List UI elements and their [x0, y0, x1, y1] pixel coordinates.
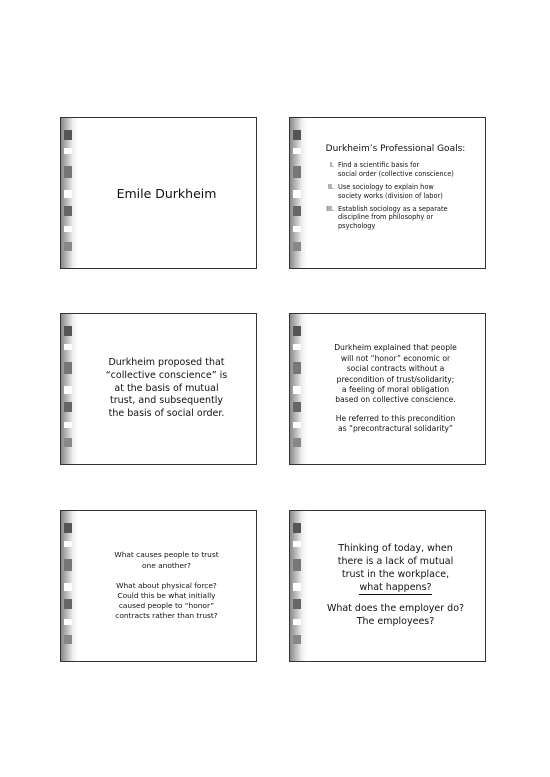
slide-paragraph-2: What does the employer do? The employees?: [326, 603, 465, 628]
slide-stripe: [61, 314, 78, 464]
slide-5: [60, 510, 257, 662]
goal-item: II. Use sociology to explain how society works (division of labor): [328, 182, 443, 200]
slide-stripe: [290, 118, 307, 268]
goals-list: [312, 161, 479, 235]
slide-paragraph-1: What causes people to trust one another?: [114, 550, 219, 570]
underlined-text: what happens?: [359, 582, 431, 596]
slide-stripe: [61, 118, 78, 268]
goal-item: III. Establish sociology as a separate discipline from philosophy or psychology: [326, 204, 448, 231]
slide-paragraph-2: He referred to this precondition as “precontractural solidarity”: [335, 413, 456, 434]
slide-4: [289, 313, 486, 465]
slide-6: [289, 510, 486, 662]
goals-heading: Durkheim’s Professional Goals:: [325, 144, 466, 154]
slide-stripe: [290, 314, 307, 464]
slide-3: [60, 313, 257, 465]
slide-text: Durkheim proposed that “collective conscience” is at the basis of mutual trust, and subsequently the basis of social order.: [105, 356, 228, 420]
slide-1: [60, 117, 257, 269]
slide-title: Emile Durkheim: [116, 185, 217, 201]
slide-paragraph-1: Thinking of today, when there is a lack of mutual trust in the workplace, what happens?: [338, 543, 453, 595]
goal-item: I. Find a scientific basis for social order (collective conscience): [329, 161, 454, 178]
slide-2: [289, 117, 486, 269]
slide-paragraph-2: What about physical force? Could this be what initially caused people to “honor” contracts rather than trust?: [115, 580, 218, 621]
slide-stripe: [61, 511, 78, 661]
slide-stripe: [290, 511, 307, 661]
slide-paragraph-1: Durkheim explained that people will not “honor” economic or social contracts without a precondition of trust/solidarity; a feeling of moral obligation based on collective conscience.: [334, 343, 457, 405]
